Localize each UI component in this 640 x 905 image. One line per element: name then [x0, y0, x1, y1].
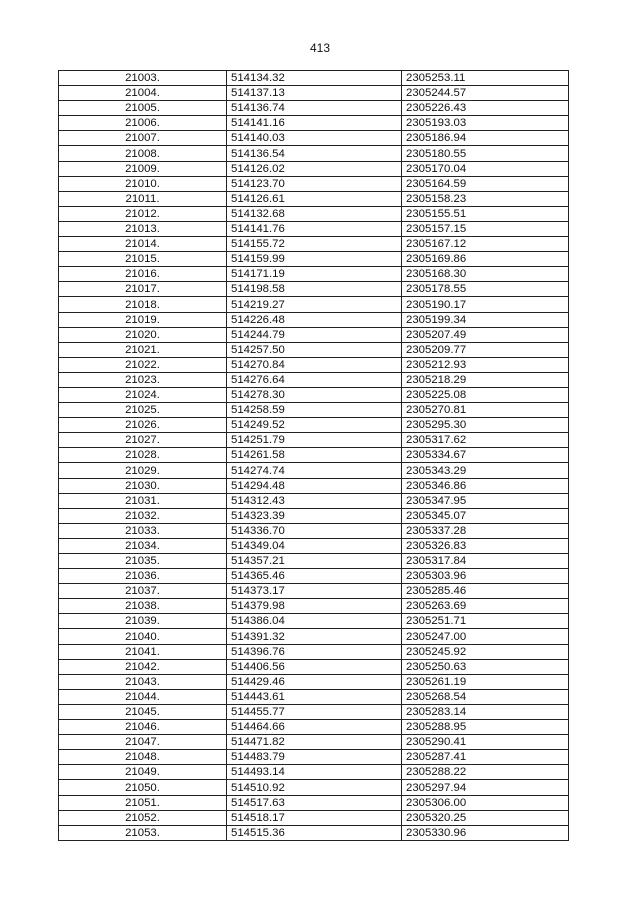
y-coordinate-cell: 2305180.55 [402, 146, 569, 161]
y-coordinate-cell: 2305306.00 [402, 795, 569, 810]
x-coordinate-cell: 514323.39 [227, 508, 402, 523]
point-id-cell: 21019. [59, 312, 227, 327]
y-coordinate-cell: 2305164.59 [402, 176, 569, 191]
point-id-cell: 21043. [59, 674, 227, 689]
x-coordinate-cell: 514294.48 [227, 478, 402, 493]
y-coordinate-cell: 2305218.29 [402, 372, 569, 387]
x-coordinate-cell: 514141.16 [227, 116, 402, 131]
x-coordinate-cell: 514493.14 [227, 765, 402, 780]
x-coordinate-cell: 514483.79 [227, 750, 402, 765]
x-coordinate-cell: 514126.61 [227, 191, 402, 206]
table-row [59, 161, 569, 176]
x-coordinate-cell: 514159.99 [227, 252, 402, 267]
y-coordinate-cell: 2305167.12 [402, 237, 569, 252]
x-coordinate-cell: 514396.76 [227, 644, 402, 659]
table-row [59, 765, 569, 780]
y-coordinate-cell: 2305345.07 [402, 508, 569, 523]
point-id-cell: 21039. [59, 614, 227, 629]
x-coordinate-cell: 514155.72 [227, 237, 402, 252]
point-id-cell: 21012. [59, 206, 227, 221]
x-coordinate-cell: 514136.74 [227, 101, 402, 116]
x-coordinate-cell: 514510.92 [227, 780, 402, 795]
x-coordinate-cell: 514140.03 [227, 131, 402, 146]
y-coordinate-cell: 2305158.23 [402, 191, 569, 206]
table-row [59, 116, 569, 131]
x-coordinate-cell: 514349.04 [227, 538, 402, 553]
coordinates-table-body [59, 71, 569, 841]
x-coordinate-cell: 514357.21 [227, 554, 402, 569]
y-coordinate-cell: 2305157.15 [402, 221, 569, 236]
point-id-cell: 21035. [59, 554, 227, 569]
table-row [59, 674, 569, 689]
point-id-cell: 21020. [59, 327, 227, 342]
x-coordinate-cell: 514517.63 [227, 795, 402, 810]
x-coordinate-cell: 514443.61 [227, 689, 402, 704]
y-coordinate-cell: 2305245.92 [402, 644, 569, 659]
point-id-cell: 21007. [59, 131, 227, 146]
point-id-cell: 21038. [59, 599, 227, 614]
table-row [59, 176, 569, 191]
y-coordinate-cell: 2305337.28 [402, 523, 569, 538]
x-coordinate-cell: 514226.48 [227, 312, 402, 327]
point-id-cell: 21003. [59, 71, 227, 86]
table-row [59, 523, 569, 538]
point-id-cell: 21031. [59, 493, 227, 508]
point-id-cell: 21037. [59, 584, 227, 599]
y-coordinate-cell: 2305288.95 [402, 720, 569, 735]
y-coordinate-cell: 2305250.63 [402, 659, 569, 674]
point-id-cell: 21021. [59, 342, 227, 357]
x-coordinate-cell: 514373.17 [227, 584, 402, 599]
x-coordinate-cell: 514126.02 [227, 161, 402, 176]
y-coordinate-cell: 2305247.00 [402, 629, 569, 644]
x-coordinate-cell: 514518.17 [227, 810, 402, 825]
y-coordinate-cell: 2305343.29 [402, 463, 569, 478]
point-id-cell: 21050. [59, 780, 227, 795]
table-row [59, 297, 569, 312]
table-row [59, 206, 569, 221]
point-id-cell: 21028. [59, 448, 227, 463]
point-id-cell: 21009. [59, 161, 227, 176]
point-id-cell: 21016. [59, 267, 227, 282]
table-row [59, 659, 569, 674]
y-coordinate-cell: 2305330.96 [402, 825, 569, 840]
table-row [59, 372, 569, 387]
table-row [59, 599, 569, 614]
y-coordinate-cell: 2305290.41 [402, 735, 569, 750]
x-coordinate-cell: 514429.46 [227, 674, 402, 689]
point-id-cell: 21029. [59, 463, 227, 478]
table-row [59, 780, 569, 795]
y-coordinate-cell: 2305334.67 [402, 448, 569, 463]
table-row [59, 720, 569, 735]
y-coordinate-cell: 2305261.19 [402, 674, 569, 689]
x-coordinate-cell: 514391.32 [227, 629, 402, 644]
table-row [59, 478, 569, 493]
point-id-cell: 21051. [59, 795, 227, 810]
table-row [59, 554, 569, 569]
y-coordinate-cell: 2305297.94 [402, 780, 569, 795]
table-row [59, 750, 569, 765]
y-coordinate-cell: 2305212.93 [402, 357, 569, 372]
table-row [59, 252, 569, 267]
y-coordinate-cell: 2305268.54 [402, 689, 569, 704]
y-coordinate-cell: 2305253.11 [402, 71, 569, 86]
table-row [59, 146, 569, 161]
x-coordinate-cell: 514386.04 [227, 614, 402, 629]
table-row [59, 644, 569, 659]
point-id-cell: 21004. [59, 86, 227, 101]
table-row [59, 387, 569, 402]
y-coordinate-cell: 2305303.96 [402, 569, 569, 584]
point-id-cell: 21006. [59, 116, 227, 131]
point-id-cell: 21046. [59, 720, 227, 735]
y-coordinate-cell: 2305178.55 [402, 282, 569, 297]
y-coordinate-cell: 2305190.17 [402, 297, 569, 312]
point-id-cell: 21036. [59, 569, 227, 584]
point-id-cell: 21053. [59, 825, 227, 840]
x-coordinate-cell: 514336.70 [227, 523, 402, 538]
point-id-cell: 21032. [59, 508, 227, 523]
table-row [59, 629, 569, 644]
point-id-cell: 21013. [59, 221, 227, 236]
y-coordinate-cell: 2305168.30 [402, 267, 569, 282]
y-coordinate-cell: 2305287.41 [402, 750, 569, 765]
table-row [59, 403, 569, 418]
y-coordinate-cell: 2305209.77 [402, 342, 569, 357]
table-row [59, 71, 569, 86]
point-id-cell: 21047. [59, 735, 227, 750]
point-id-cell: 21011. [59, 191, 227, 206]
x-coordinate-cell: 514471.82 [227, 735, 402, 750]
y-coordinate-cell: 2305295.30 [402, 418, 569, 433]
x-coordinate-cell: 514258.59 [227, 403, 402, 418]
x-coordinate-cell: 514312.43 [227, 493, 402, 508]
point-id-cell: 21033. [59, 523, 227, 538]
page-number: 413 [309, 41, 331, 55]
point-id-cell: 21044. [59, 689, 227, 704]
y-coordinate-cell: 2305169.86 [402, 252, 569, 267]
point-id-cell: 21005. [59, 101, 227, 116]
point-id-cell: 21023. [59, 372, 227, 387]
x-coordinate-cell: 514274.74 [227, 463, 402, 478]
y-coordinate-cell: 2305155.51 [402, 206, 569, 221]
table-row [59, 448, 569, 463]
point-id-cell: 21045. [59, 704, 227, 719]
table-row [59, 614, 569, 629]
table-row [59, 327, 569, 342]
table-row [59, 704, 569, 719]
y-coordinate-cell: 2305347.95 [402, 493, 569, 508]
table-row [59, 584, 569, 599]
point-id-cell: 21048. [59, 750, 227, 765]
x-coordinate-cell: 514251.79 [227, 433, 402, 448]
table-row [59, 689, 569, 704]
table-row [59, 433, 569, 448]
y-coordinate-cell: 2305186.94 [402, 131, 569, 146]
x-coordinate-cell: 514455.77 [227, 704, 402, 719]
table-row [59, 237, 569, 252]
y-coordinate-cell: 2305199.34 [402, 312, 569, 327]
x-coordinate-cell: 514136.54 [227, 146, 402, 161]
x-coordinate-cell: 514257.50 [227, 342, 402, 357]
x-coordinate-cell: 514515.36 [227, 825, 402, 840]
table-row [59, 810, 569, 825]
point-id-cell: 21025. [59, 403, 227, 418]
point-id-cell: 21018. [59, 297, 227, 312]
x-coordinate-cell: 514219.27 [227, 297, 402, 312]
y-coordinate-cell: 2305326.83 [402, 538, 569, 553]
point-id-cell: 21040. [59, 629, 227, 644]
y-coordinate-cell: 2305320.25 [402, 810, 569, 825]
table-row [59, 221, 569, 236]
y-coordinate-cell: 2305251.71 [402, 614, 569, 629]
x-coordinate-cell: 514134.32 [227, 71, 402, 86]
y-coordinate-cell: 2305288.22 [402, 765, 569, 780]
point-id-cell: 21034. [59, 538, 227, 553]
y-coordinate-cell: 2305225.08 [402, 387, 569, 402]
y-coordinate-cell: 2305207.49 [402, 327, 569, 342]
point-id-cell: 21030. [59, 478, 227, 493]
x-coordinate-cell: 514132.68 [227, 206, 402, 221]
table-row [59, 795, 569, 810]
x-coordinate-cell: 514198.58 [227, 282, 402, 297]
y-coordinate-cell: 2305226.43 [402, 101, 569, 116]
table-row [59, 569, 569, 584]
x-coordinate-cell: 514379.98 [227, 599, 402, 614]
x-coordinate-cell: 514276.64 [227, 372, 402, 387]
table-row [59, 191, 569, 206]
table-row [59, 312, 569, 327]
y-coordinate-cell: 2305263.69 [402, 599, 569, 614]
point-id-cell: 21015. [59, 252, 227, 267]
table-row [59, 131, 569, 146]
point-id-cell: 21024. [59, 387, 227, 402]
y-coordinate-cell: 2305317.62 [402, 433, 569, 448]
x-coordinate-cell: 514464.66 [227, 720, 402, 735]
x-coordinate-cell: 514406.56 [227, 659, 402, 674]
x-coordinate-cell: 514137.13 [227, 86, 402, 101]
table-row [59, 538, 569, 553]
point-id-cell: 21052. [59, 810, 227, 825]
point-id-cell: 21042. [59, 659, 227, 674]
point-id-cell: 21026. [59, 418, 227, 433]
table-row [59, 508, 569, 523]
x-coordinate-cell: 514270.84 [227, 357, 402, 372]
table-row [59, 463, 569, 478]
x-coordinate-cell: 514123.70 [227, 176, 402, 191]
point-id-cell: 21014. [59, 237, 227, 252]
y-coordinate-cell: 2305346.86 [402, 478, 569, 493]
y-coordinate-cell: 2305317.84 [402, 554, 569, 569]
point-id-cell: 21017. [59, 282, 227, 297]
y-coordinate-cell: 2305283.14 [402, 704, 569, 719]
table-row [59, 86, 569, 101]
table-row [59, 101, 569, 116]
coordinates-table [58, 70, 569, 841]
point-id-cell: 21027. [59, 433, 227, 448]
point-id-cell: 21010. [59, 176, 227, 191]
x-coordinate-cell: 514171.19 [227, 267, 402, 282]
table-row [59, 342, 569, 357]
x-coordinate-cell: 514249.52 [227, 418, 402, 433]
x-coordinate-cell: 514244.79 [227, 327, 402, 342]
point-id-cell: 21008. [59, 146, 227, 161]
table-row [59, 357, 569, 372]
x-coordinate-cell: 514365.46 [227, 569, 402, 584]
x-coordinate-cell: 514278.30 [227, 387, 402, 402]
y-coordinate-cell: 2305285.46 [402, 584, 569, 599]
point-id-cell: 21049. [59, 765, 227, 780]
y-coordinate-cell: 2305193.03 [402, 116, 569, 131]
y-coordinate-cell: 2305270.81 [402, 403, 569, 418]
table-row [59, 267, 569, 282]
y-coordinate-cell: 2305170.04 [402, 161, 569, 176]
table-row [59, 493, 569, 508]
y-coordinate-cell: 2305244.57 [402, 86, 569, 101]
table-row [59, 282, 569, 297]
table-row [59, 418, 569, 433]
x-coordinate-cell: 514261.58 [227, 448, 402, 463]
table-row [59, 825, 569, 840]
x-coordinate-cell: 514141.76 [227, 221, 402, 236]
table-row [59, 735, 569, 750]
point-id-cell: 21022. [59, 357, 227, 372]
point-id-cell: 21041. [59, 644, 227, 659]
